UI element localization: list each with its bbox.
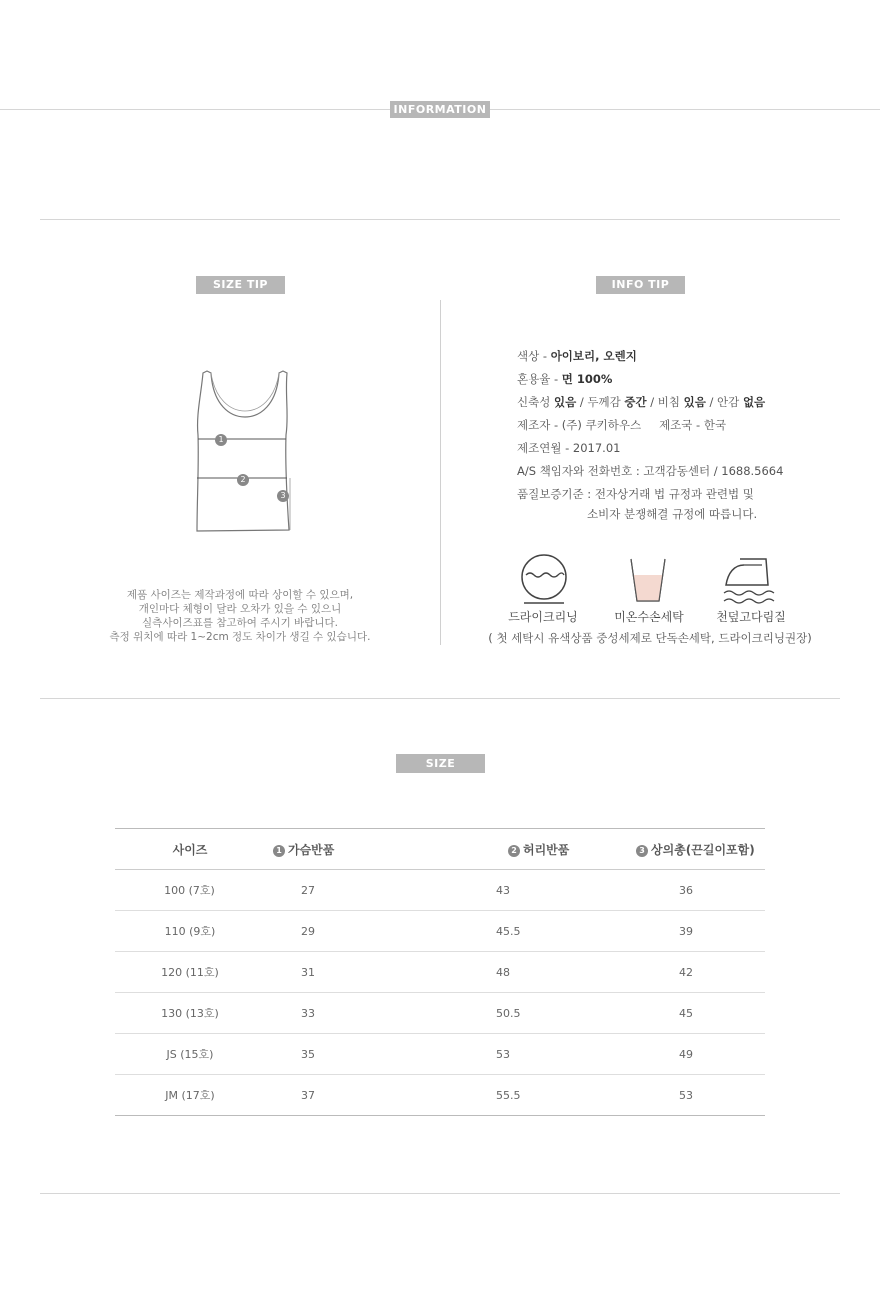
info-tip-badge: INFO TIP: [596, 276, 685, 294]
size-table-header: [115, 829, 765, 870]
waist-cell: 43: [450, 870, 635, 911]
length-cell: 39: [635, 911, 765, 952]
size-note-line: 실측사이즈표를 참고하여 주시기 바랍니다.: [142, 617, 338, 629]
waist-cell: 55.5: [450, 1075, 635, 1116]
tank-top-illustration: [185, 365, 305, 540]
marker-length: 3: [277, 490, 289, 502]
chest-cell: 31: [265, 952, 450, 993]
header-size: 사이즈: [115, 829, 265, 870]
size-tip-note: [60, 588, 420, 644]
table-row: [115, 952, 765, 993]
waist-cell: 48: [450, 952, 635, 993]
chest-cell: 33: [265, 993, 450, 1034]
length-cell: 49: [635, 1034, 765, 1075]
size-cell: 130 (13호): [115, 993, 265, 1034]
size-cell: 100 (7호): [115, 870, 265, 911]
section-divider-1: [40, 219, 840, 220]
maker-row: 제조자 - (주) 쿠키하우스 제조국 - 한국: [517, 418, 727, 432]
column-divider: [440, 300, 441, 645]
bottom-divider: [40, 1193, 840, 1194]
care-label-iron: 천덮고다림질: [716, 610, 786, 624]
waist-cell: 53: [450, 1034, 635, 1075]
size-note-line: 제품 사이즈는 제작과정에 따라 상이할 수 있으며,: [126, 589, 354, 601]
lukewarm-hand-wash-icon: [628, 557, 668, 607]
fabric-properties-row: 신축성 있음 / 두께감 중간 / 비침 있음 / 안감 없음: [517, 395, 766, 409]
table-row: [115, 993, 765, 1034]
size-tip-badge: SIZE TIP: [196, 276, 285, 294]
chest-cell: 37: [265, 1075, 450, 1116]
care-label-hand-wash: 미온수손세탁: [614, 610, 684, 624]
table-row: [115, 911, 765, 952]
size-cell: JM (17호): [115, 1075, 265, 1116]
care-label-dry-clean: 드라이크리닝: [508, 610, 578, 624]
size-cell: JS (15호): [115, 1034, 265, 1075]
length-cell: 45: [635, 993, 765, 1034]
size-table: [115, 828, 765, 1116]
blend-row: 혼용율 - 면 100%: [517, 372, 613, 386]
size-note-line: 개인마다 체형이 달라 오차가 있을 수 있으니: [138, 603, 342, 615]
size-note-line: 측정 위치에 따라 1~2cm 정도 차이가 생길 수 있습니다.: [109, 631, 371, 643]
size-badge: SIZE: [396, 754, 485, 773]
table-row: [115, 1034, 765, 1075]
marker-waist: 2: [237, 474, 249, 486]
as-contact-row: A/S 책임자와 전화번호 : 고객감동센터 / 1688.5664: [517, 464, 784, 478]
quality-row-2: 소비자 분쟁해결 규정에 따릅니다.: [587, 507, 758, 521]
information-badge: INFORMATION: [390, 101, 490, 118]
section-divider-2: [40, 698, 840, 699]
chest-cell: 27: [265, 870, 450, 911]
length-cell: 53: [635, 1075, 765, 1116]
size-cell: 110 (9호): [115, 911, 265, 952]
color-row: 색상 - 아이보리, 오렌지: [517, 349, 637, 363]
length-cell: 36: [635, 870, 765, 911]
table-row: [115, 870, 765, 911]
header-length: 3 상의총(끈길이포함): [635, 829, 765, 870]
garment-diagram: [185, 365, 305, 540]
marker-length: 3: [636, 845, 648, 857]
marker-chest: 1: [215, 434, 227, 446]
table-row: [115, 1075, 765, 1116]
marker-chest: 1: [273, 845, 285, 857]
chest-cell: 29: [265, 911, 450, 952]
care-note: ( 첫 세탁시 유색상품 중성세제로 단독손세탁, 드라이크리닝권장): [488, 631, 812, 645]
length-cell: 42: [635, 952, 765, 993]
size-cell: 120 (11호): [115, 952, 265, 993]
header-chest: 1 가슴반품: [265, 829, 450, 870]
iron-with-cloth-icon: [722, 555, 778, 609]
quality-row: 품질보증기준 : 전자상거래 법 규정과 관련법 및: [517, 487, 754, 501]
waist-cell: 50.5: [450, 993, 635, 1034]
waist-cell: 45.5: [450, 911, 635, 952]
marker-waist: 2: [508, 845, 520, 857]
chest-cell: 35: [265, 1034, 450, 1075]
date-row: 제조연월 - 2017.01: [517, 441, 621, 455]
dry-clean-icon: [520, 553, 570, 609]
header-waist: 2 허리반품: [450, 829, 635, 870]
